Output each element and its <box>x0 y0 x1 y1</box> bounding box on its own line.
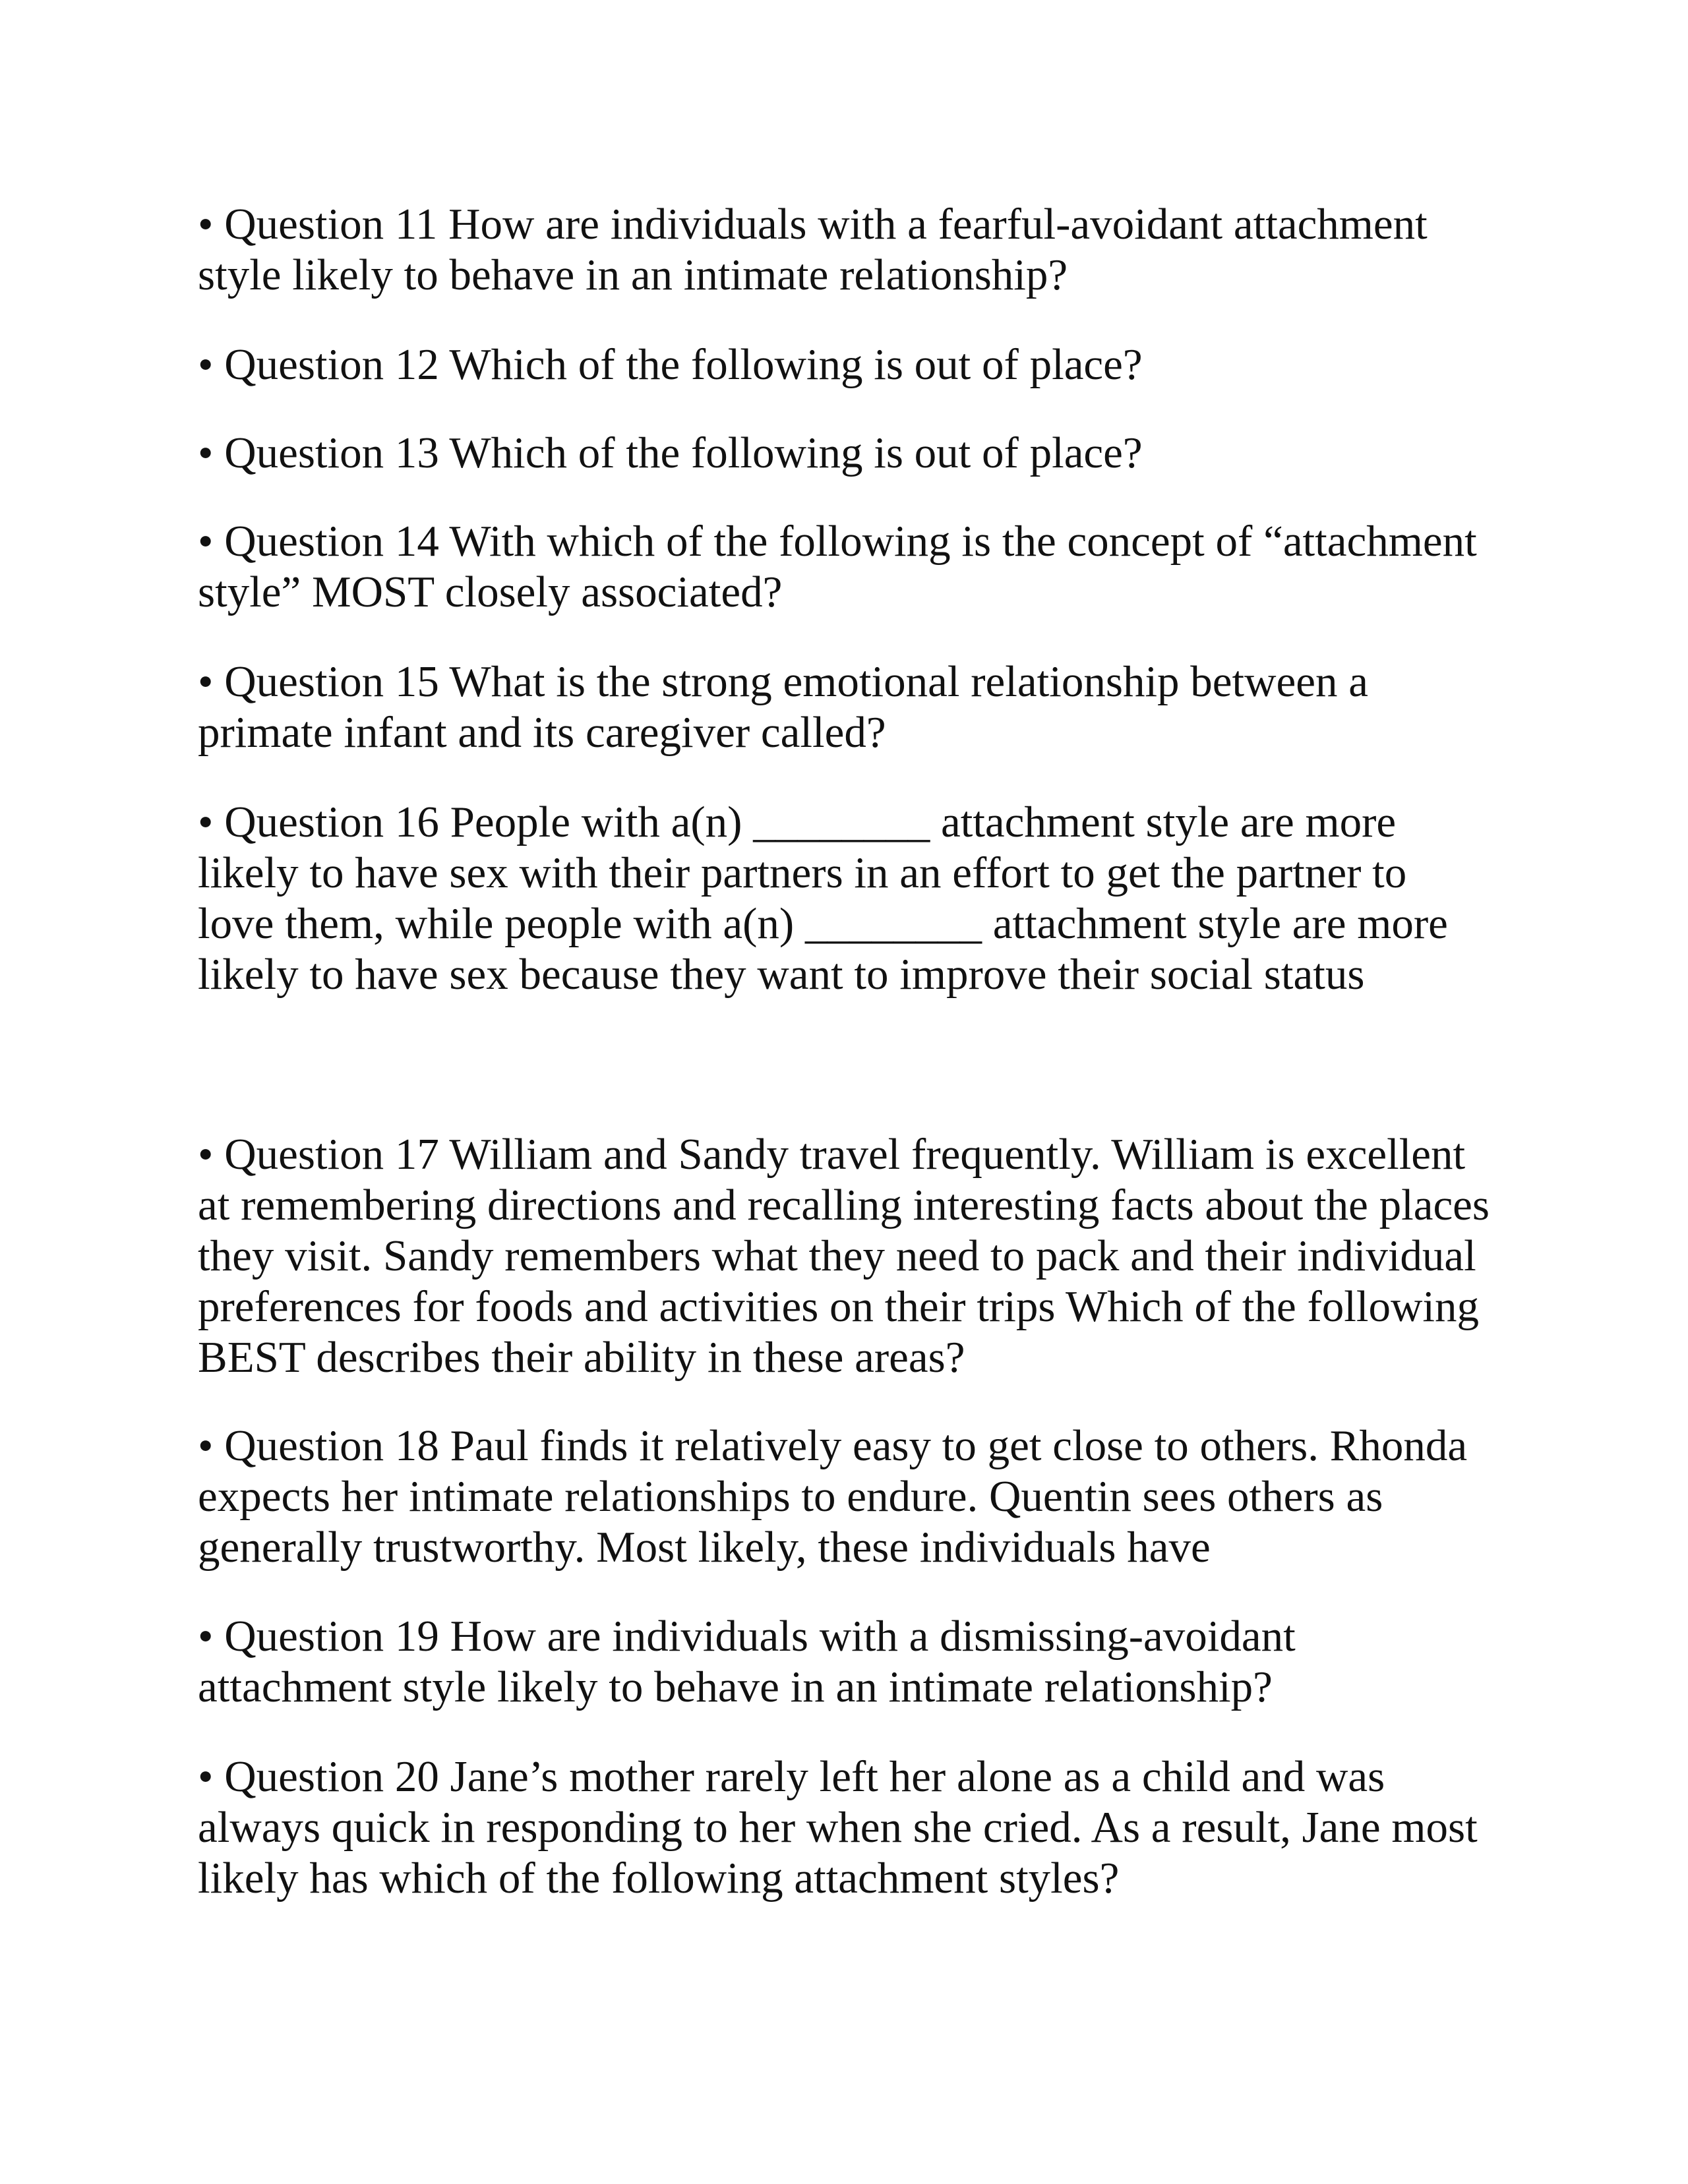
question-13: • Question 13 Which of the following is out of place? <box>198 428 1143 477</box>
question-17: • Question 17 William and Sandy travel frequently. William is excellent at remembering directions and recalling interesting facts about the places they visit. Sandy remembers what they need to pack and their individual preferences for foods and activities on their trips Which of the following BEST describes their ability in these areas? <box>198 1130 1490 1382</box>
question-16: • Question 16 People with a(n) ________ attachment style are more likely to have sex with their partners in an effort to get the partner to love them, while people with a(n) ________ attachment style are more likely to have sex because they want to improve their social status <box>198 798 1448 999</box>
question-20: • Question 20 Jane’s mother rarely left her alone as a child and was always quick in responding to her when she cried. As a result, Jane most likely has which of the following attachment styles? <box>198 1752 1478 1903</box>
question-11: • Question 11 How are individuals with a fearful-avoidant attachment style likely to behave in an intimate relationship? <box>198 200 1428 299</box>
question-14: • Question 14 With which of the following is the concept of “attachment style” MOST closely associated? <box>198 517 1477 616</box>
question-19: • Question 19 How are individuals with a dismissing-avoidant attachment style likely to behave in an intimate relationship? <box>198 1612 1296 1711</box>
question-12: • Question 12 Which of the following is out of place? <box>198 340 1143 389</box>
question-15: • Question 15 What is the strong emotional relationship between a primate infant and its caregiver called? <box>198 657 1369 757</box>
question-18: • Question 18 Paul finds it relatively easy to get close to others. Rhonda expects her intimate relationships to endure. Quentin sees others as generally trustworthy. Most likely, these individuals have <box>198 1421 1468 1572</box>
